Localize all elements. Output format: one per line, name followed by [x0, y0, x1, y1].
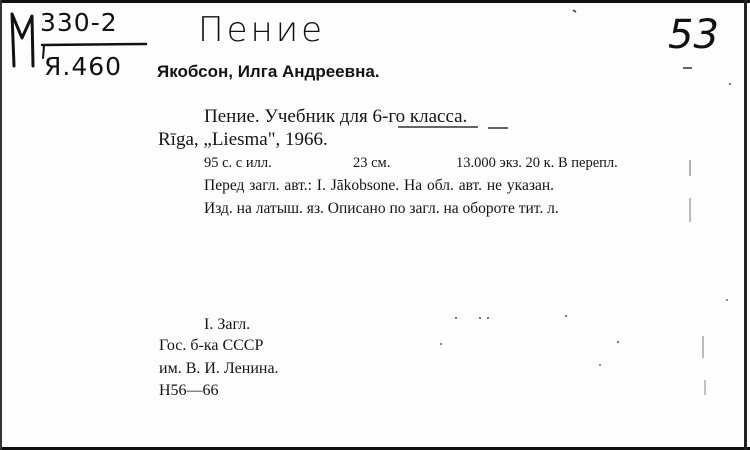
card-number-printed: Н56—66	[159, 382, 219, 399]
library-line-1: Гос. б-ка СССР	[159, 337, 264, 354]
author-heading: Якобсон, Илга Андреевна.	[157, 62, 380, 81]
library-line-2: им. В. И. Ленина.	[159, 360, 279, 377]
note-line-1: Перед загл. авт.: I. Jākobsone. На обл. авт. не указан.	[204, 177, 555, 194]
shelf-mark-top: 330-2	[40, 8, 118, 37]
imprint-line: Rīga, „Liesma", 1966.	[158, 129, 328, 150]
card-number-handwritten: 53	[668, 12, 719, 58]
pages-info: 95 с. с илл.	[204, 155, 272, 171]
title-line: Пение. Учебник для 6-го класса.	[204, 106, 468, 127]
copies-price-info: 13.000 экз. 20 к. В перепл.	[456, 155, 618, 171]
note-line-2: Изд. на латыш. яз. Описано по загл. на обороте тит. л.	[204, 200, 559, 217]
shelf-mark-bottom: Я.460	[44, 52, 123, 81]
subject-heading-handwritten: Пение	[198, 10, 326, 50]
tracing-line: I. Загл.	[204, 316, 251, 333]
size-info: 23 см.	[353, 155, 391, 171]
